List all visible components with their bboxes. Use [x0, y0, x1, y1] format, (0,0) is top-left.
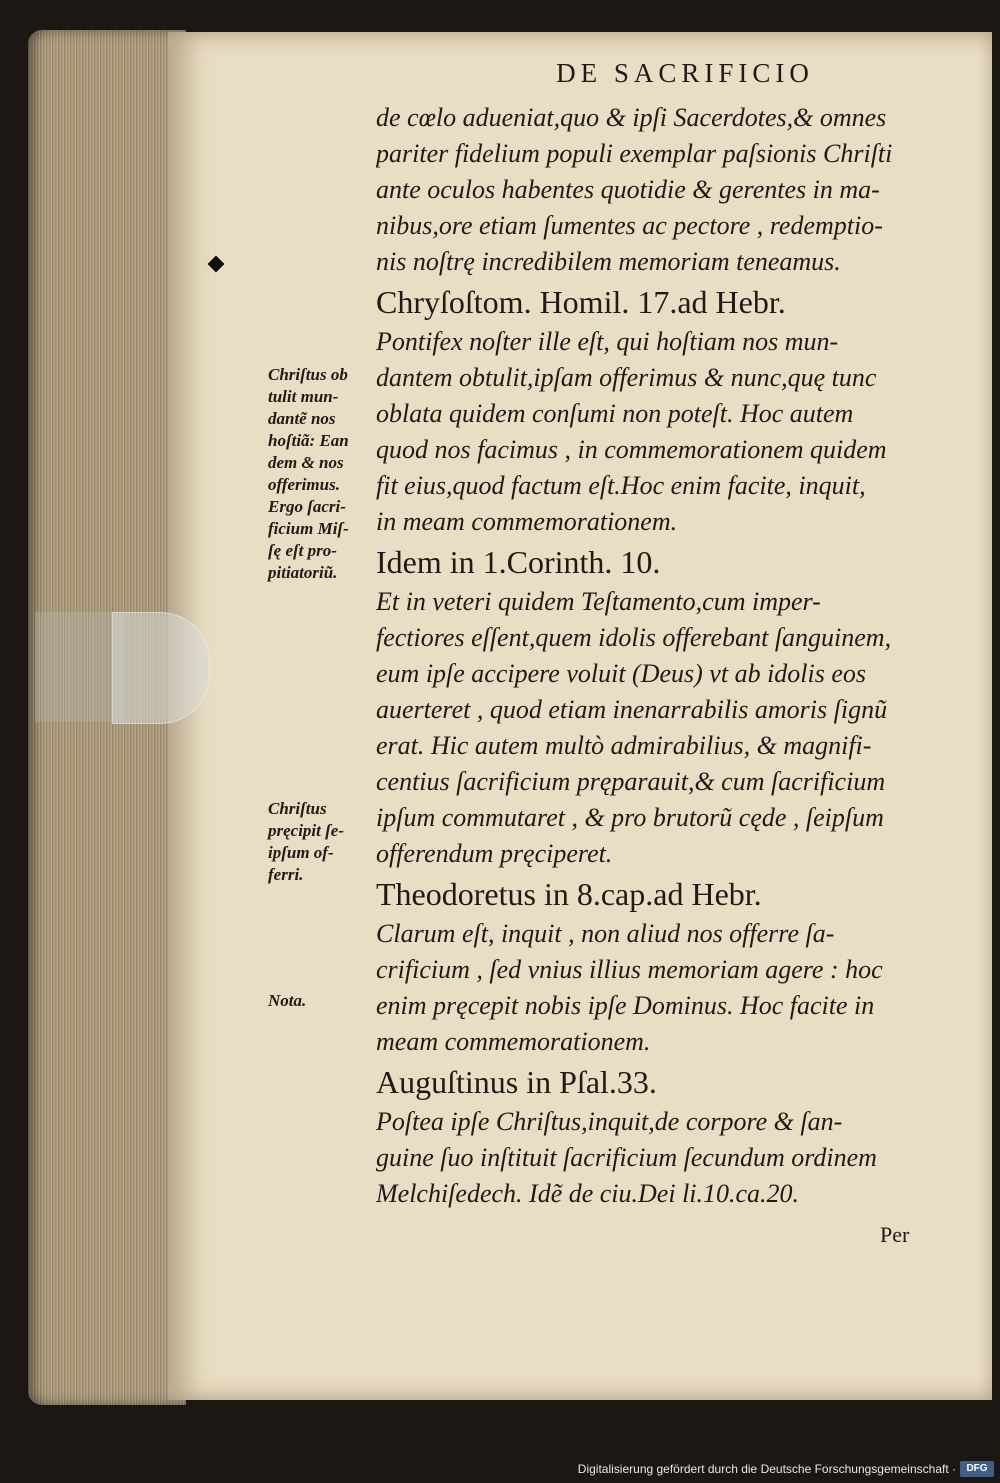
book-clip [112, 612, 210, 724]
marginal-line: Chriſtus ob [268, 365, 348, 384]
text-line: dantem obtulit,ipſam offerimus & nunc,quę tunc [376, 363, 877, 392]
marginal-line: dantẽ nos [268, 409, 336, 428]
text-line: Poſtea ipſe Chriſtus,inquit,de corpore & ſan- [376, 1107, 843, 1136]
text-line: crificium , ſed vnius illius memoriam agere : hoc [376, 955, 883, 984]
section-heading: Theodoretus in 8.cap.ad Hebr. [376, 876, 762, 912]
marginal-line: pitiatoriũ. [268, 563, 338, 582]
text-line: erat. Hic autem multò admirabilius, & magnifi- [376, 731, 872, 760]
marginal-line: dem & nos [268, 453, 344, 472]
text-line: eum ipſe accipere voluit (Deus) vt ab idolis eos [376, 659, 867, 688]
text-line: de cœlo adueniat,quo & ipſi Sacerdotes,& omnes [376, 103, 887, 132]
dfg-logo: DFG [960, 1461, 994, 1477]
section-heading: Auguſtinus in Pſal.33. [376, 1064, 657, 1100]
text-line: guine ſuo inſtituit ſacrificium ſecundum ordinem [376, 1143, 877, 1172]
funding-credit: Digitalisierung gefördert durch die Deutsche Forschungsgemeinschaft · [577, 1462, 956, 1476]
marginal-line: pręcipit ſe- [268, 821, 344, 840]
text-line: Melchiſedech. Idẽ de ciu.Dei li.10.ca.20. [376, 1179, 800, 1208]
section-heading: Idem in 1.Corinth. 10. [376, 544, 661, 580]
text-line: fit eius,quod factum eſt.Hoc enim facite, inquit, [376, 471, 866, 500]
running-head: DE SACRIFICIO [556, 58, 814, 88]
marginal-note [268, 990, 378, 1012]
marginal-line: Chriſtus [268, 799, 327, 818]
text-line: centius ſacrificium pręparauit,& cum ſacrificium [376, 767, 886, 796]
marginal-line: tulit mun- [268, 387, 339, 406]
text-line: Et in veteri quidem Teſtamento,cum imper- [376, 587, 821, 616]
text-line: in meam commemorationem. [376, 507, 678, 536]
marginal-note [268, 364, 378, 584]
marginal-line: ferri. [268, 865, 304, 884]
text-line: Clarum eſt, inquit , non aliud nos offerre ſa- [376, 919, 835, 948]
text-line: oblata quidem conſumi non poteſt. Hoc autem [376, 399, 854, 428]
marginal-note [268, 798, 378, 886]
page-body [376, 100, 936, 1212]
catchword: Per [880, 1222, 910, 1247]
text-line: nibus,ore etiam ſumentes ac pectore , redemptio- [376, 211, 883, 240]
text-line: meam commemorationem. [376, 1027, 651, 1056]
section-heading: Chryſoſtom. Homil. 17.ad Hebr. [376, 284, 786, 320]
marginal-line: hoſtiã: Ean [268, 431, 349, 450]
text-line: offerendum pręciperet. [376, 839, 613, 868]
marginal-line: offerimus. [268, 475, 340, 494]
text-line: Pontifex noſter ille eſt, qui hoſtiam nos mun- [376, 327, 839, 356]
marginal-line: ſę eſt pro- [268, 541, 337, 560]
text-line: ipſum commutaret , & pro brutorũ cęde , ſeipſum [376, 803, 884, 832]
text-line: quod nos facimus , in commemorationem quidem [376, 435, 887, 464]
marginal-line: Ergo ſacri- [268, 497, 346, 516]
marginal-line: ficium Miſ- [268, 519, 349, 538]
text-line: ante oculos habentes quotidie & gerentes in ma- [376, 175, 880, 204]
footer-bar [0, 1458, 1000, 1483]
text-line: nis noſtrę incredibilem memoriam teneamus. [376, 247, 841, 276]
text-line: pariter fidelium populi exemplar paſsionis Chriſti [376, 139, 893, 168]
text-line: auerteret , quod etiam inenarrabilis amoris ſignũ [376, 695, 888, 724]
marginal-line: Nota. [268, 991, 307, 1010]
text-line: fectiores eſſent,quem idolis offerebant ſanguinem, [376, 623, 892, 652]
text-line: enim pręcepit nobis ipſe Dominus. Hoc facite in [376, 991, 875, 1020]
marginal-line: ipſum of- [268, 843, 334, 862]
